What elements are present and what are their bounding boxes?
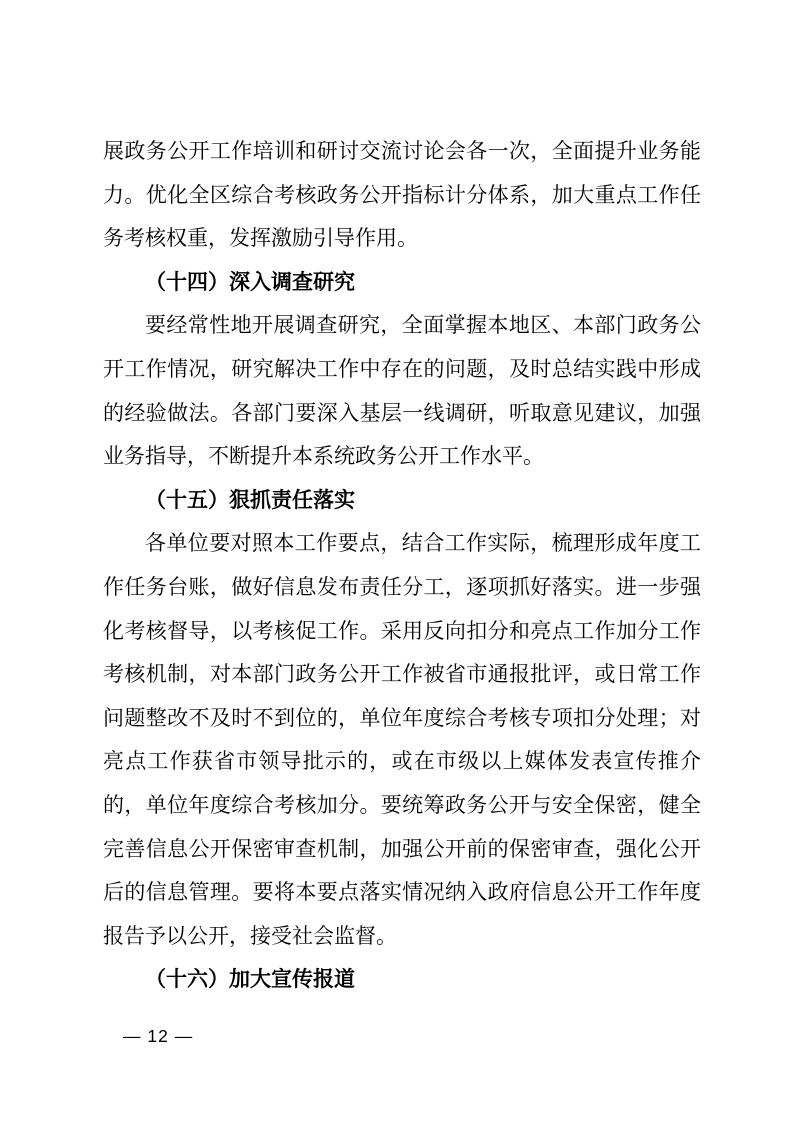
section-heading: （十四）深入调查研究 (145, 270, 355, 294)
section-heading: （十五）狠抓责任落实 (145, 488, 355, 512)
section-heading: （十六）加大宣传报道 (145, 968, 355, 992)
body-paragraph: 各单位要对照本工作要点，结合工作实际，梳理形成年度工作任务台账，做好信息发布责任分工，逐项抓好落实。进一步强化考核督导，以考核促工作。采用反向扣分和亮点工作加分工作考核机制，对本部门政务公开工作被省市通报批评，或日常工作问题整改不及时不到位的，单位年度综合考核专项扣分处理；对亮点工作获省市领导批示的，或在市级以上媒体发表宣传推介的，单位年度综合考核加分。要统筹政务公开与安全保密，健全完善信息公开保密审查机制，加强公开前的保密审查，强化公开后的信息管理。要将本要点落实情况纳入政府信息公开工作年度报告予以公开，接受社会监督。 (103, 532, 701, 948)
body-paragraph: 要经常性地开展调查研究，全面掌握本地区、本部门政务公开工作情况，研究解决工作中存在的问题，及时总结实践中形成的经验做法。各部门要深入基层一线调研，听取意见建议，加强业务指导，不断提升本系统政务公开工作水平。 (103, 314, 701, 469)
document-body (103, 130, 701, 1002)
page-number: — 12 — (123, 1026, 194, 1046)
body-paragraph: 展政务公开工作培训和研讨交流讨论会各一次，全面提升业务能力。优化全区综合考核政务公开指标计分体系，加大重点工作任务考核权重，发挥激励引导作用。 (103, 140, 701, 251)
